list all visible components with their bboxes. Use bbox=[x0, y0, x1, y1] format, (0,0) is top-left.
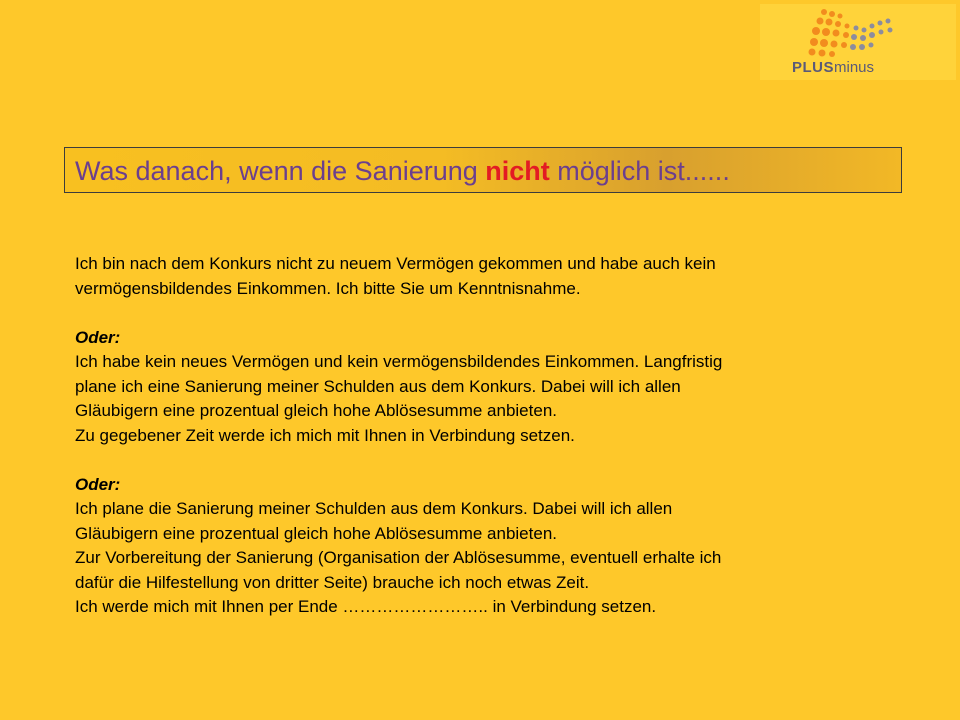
plusminus-logo bbox=[760, 4, 956, 80]
option1-line: Ich habe kein neues Vermögen und kein vermögensbildendes Einkommen. Langfristig bbox=[75, 352, 723, 371]
title-part2: möglich ist...... bbox=[549, 156, 730, 186]
option2-line: Ich plane die Sanierung meiner Schulden aus dem Konkurs. Dabei will ich allen bbox=[75, 499, 673, 518]
option2-line: Ich werde mich mit Ihnen per Ende …………………….. in Verbindung setzen. bbox=[75, 597, 657, 616]
option2-line: Zur Vorbereitung der Sanierung (Organisation der Ablösesumme, eventuell erhalte ich bbox=[75, 548, 722, 567]
logo-plus-text: PLUS bbox=[792, 59, 835, 76]
title-bar bbox=[64, 147, 902, 193]
logo-wordmark bbox=[792, 60, 874, 76]
logo-minus-text: minus bbox=[834, 59, 875, 76]
page-title bbox=[75, 156, 730, 186]
title-highlight: nicht bbox=[485, 156, 550, 186]
oder-heading: Oder: bbox=[75, 327, 121, 347]
option2-line: dafür die Hilfestellung von dritter Seite) brauche ich noch etwas Zeit. bbox=[75, 572, 590, 592]
option2-line: Gläubigern eine prozentual gleich hohe Ablösesumme anbieten. bbox=[75, 523, 557, 543]
paragraph-gap bbox=[75, 448, 905, 473]
option1-line: plane ich eine Sanierung meiner Schulden aus dem Konkurs. Dabei will ich allen bbox=[75, 376, 681, 396]
dot-pattern-icon bbox=[760, 4, 956, 64]
body-text bbox=[75, 252, 905, 620]
option1-line: Gläubigern eine prozentual gleich hohe Ablösesumme anbieten. bbox=[75, 401, 557, 420]
intro-line: vermögensbildendes Einkommen. Ich bitte Sie um Kenntnisnahme. bbox=[75, 278, 581, 298]
option1-line: Zu gegebener Zeit werde ich mich mit Ihnen in Verbindung setzen. bbox=[75, 425, 575, 445]
oder-heading: Oder: bbox=[75, 474, 121, 494]
paragraph-gap bbox=[75, 301, 905, 326]
intro-line: Ich bin nach dem Konkurs nicht zu neuem Vermögen gekommen und habe auch kein bbox=[75, 254, 716, 273]
title-part1: Was danach, wenn die Sanierung bbox=[75, 156, 486, 186]
